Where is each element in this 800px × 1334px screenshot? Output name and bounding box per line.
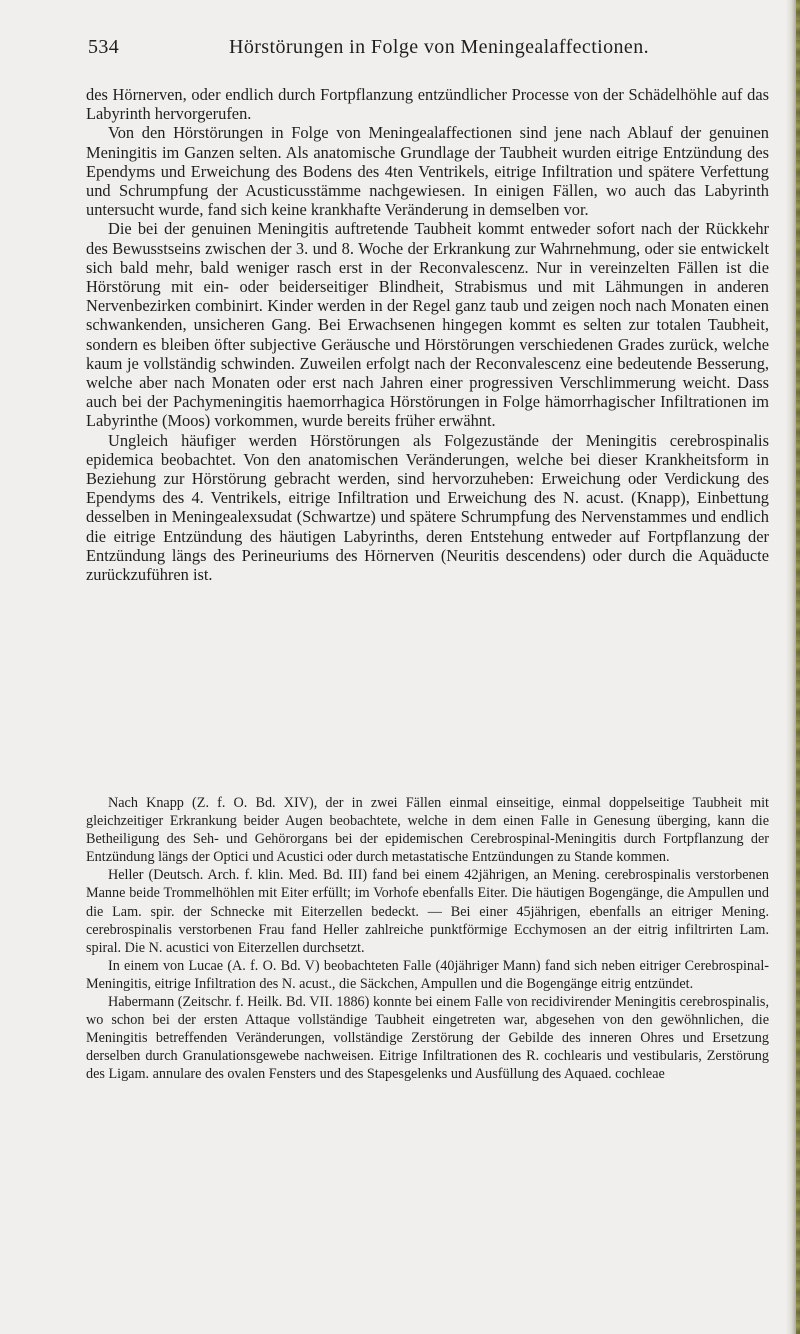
paragraph-continuation: des Hörnerven, oder endlich durch Fortpflanzung entzündlicher Processe von der Schädelhöhle auf das Labyrinth hervorgerufen. [86,85,769,124]
note-knapp: Nach Knapp (Z. f. O. Bd. XIV), der in zwei Fällen einmal einseitige, einmal doppelseitige Taubheit mit gleichzeitiger Erkrankung beider Augen beobachtete, welche in dem einen Falle in Genesung überging, kann die Betheiligung des Seh- und Gehörorgans bei der epidemischen Cerebrospinal-Meningitis durch Fortpflanzung der Entzündung längs der Optici und Acustici oder durch metastatische Entzündungen zu Stande kommen. [86,795,769,866]
paragraph-deafness-course: Die bei der genuinen Meningitis auftretende Taubheit kommt entweder sofort nach der Rückkehr des Bewusstseins zwischen der 3. und 8. Woche der Erkrankung zur Wahrnehmung, oder sie entwickelt sich bald mehr, bald weniger rasch erst in der Reconvalescenz. Nur in vereinzelten Fällen ist die Hörstörung mit ein- oder beiderseitiger Blindheit, Strabismus und mit Lähmungen in anderen Nervenbezirken combinirt. Kinder werden in der Regel ganz taub und zeigen noch nach Monaten einen schwankenden, unsicheren Gang. Bei Erwachsenen hingegen kommt es selten zur totalen Taubheit, sondern es bleiben öfter subjective Geräusche und Hörstörungen verschiedenen Grades zurück, welche kaum je vollständig schwinden. Zuweilen erfolgt nach der Reconvalescenz eine bedeutende Besserung, welche aber nach Monaten oder erst nach Jahren einer progressiven Verschlimmerung weicht. Dass auch bei der Pachymeningitis haemorrhagica Hörstörungen in Folge hämorrhagischer Infiltrationen im Labyrinthe (Moos) vorkommen, wurde bereits früher erwähnt. [86,219,769,431]
note-lucae: In einem von Lucae (A. f. O. Bd. V) beobachteten Falle (40jähriger Mann) fand sich neben eitriger Cerebrospinal-Meningitis, eitrige Infiltration des N. acust., die Säckchen, Ampullen und die Bogengänge eitrig entzündet. [86,957,769,992]
page-title: Hörstörungen in Folge von Meningealaffectionen. [229,36,650,58]
running-head [88,36,768,62]
note-habermann: Habermann (Zeitschr. f. Heilk. Bd. VII. 1886) konnte bei einem Falle von recidivirender Meningitis cerebrospinalis, wo schon bei der ersten Attaque vollständige Taubheit eingetreten war, abgesehen von den gewöhnlichen, die Meningitis betreffenden Veränderungen, vollständige Zerstörung der Gebilde des inneren Ohres und Ersetzung derselben durch Granulationsgewebe nachweisen. Eitrige Infiltrationen des R. cochlearis und vestibularis, Zerstörung des Ligam. annulare des ovalen Fensters und des Stapesgelenks und Ausfüllung des Aquaed. cochleae [86,994,769,1083]
paragraph-cerebrospinal-meningitis: Ungleich häufiger werden Hörstörungen als Folgezustände der Meningitis cerebrospinalis epidemica beobachtet. Von den anatomischen Veränderungen, welche bei dieser Krankheitsform in Beziehung zur Hörstörung gebracht werden, sind hervorzuheben: Erweichung oder Verdickung des Ependyms des 4. Ventrikels, eitrige Infiltration und Erweichung des N. acust. (Knapp), Einbettung desselben in Meningealexsudat (Schwartze) und spätere Schrumpfung des Nervenstammes und endlich die eitrige Entzündung des häutigen Labyrinths, deren Entstehung entweder auf Fortpflanzung der Entzündung längs des Perineuriums des Hörnerven (Neuritis descendens) oder durch die Aquäducte zurückzuführen ist. [86,430,769,585]
main-text [86,85,769,584]
book-edge-strip [796,0,800,1334]
small-print-notes [86,794,769,1084]
note-heller: Heller (Deutsch. Arch. f. klin. Med. Bd. III) fand bei einem 42jährigen, an Mening. cerebrospinalis verstorbenen Manne beide Trommelhöhlen mit Eiter erfüllt; im Vorhofe ebenfalls Eiter. Die häutigen Bogengänge, die Ampullen und die Lam. spir. der Schnecke mit Eiterzellen bedeckt. — Bei einer 45jährigen, ebenfalls an eitriger Mening. cerebrospinalis verstorbenen Frau fand Heller zahlreiche punktförmige Ecchymosen an der eitrig infiltrirten Lam. spiral. Die N. acustici von Eiterzellen durchsetzt. [86,867,769,956]
page-number: 534 [88,36,120,58]
paragraph-genuine-meningitis: Von den Hörstörungen in Folge von Meningealaffectionen sind jene nach Ablauf der genuinen Meningitis im Ganzen selten. Als anatomische Grundlage der Taubheit wurden eitrige Entzündung des Ependyms und Erweichung des Bodens des 4ten Ventrikels, eitrige Infiltration und spätere Verfettung und Schrumpfung der Acusticusstämme nachgewiesen. In einigen Fällen, wo auch das Labyrinth untersucht wurde, fand sich keine krankhafte Veränderung in demselben vor. [86,123,769,220]
